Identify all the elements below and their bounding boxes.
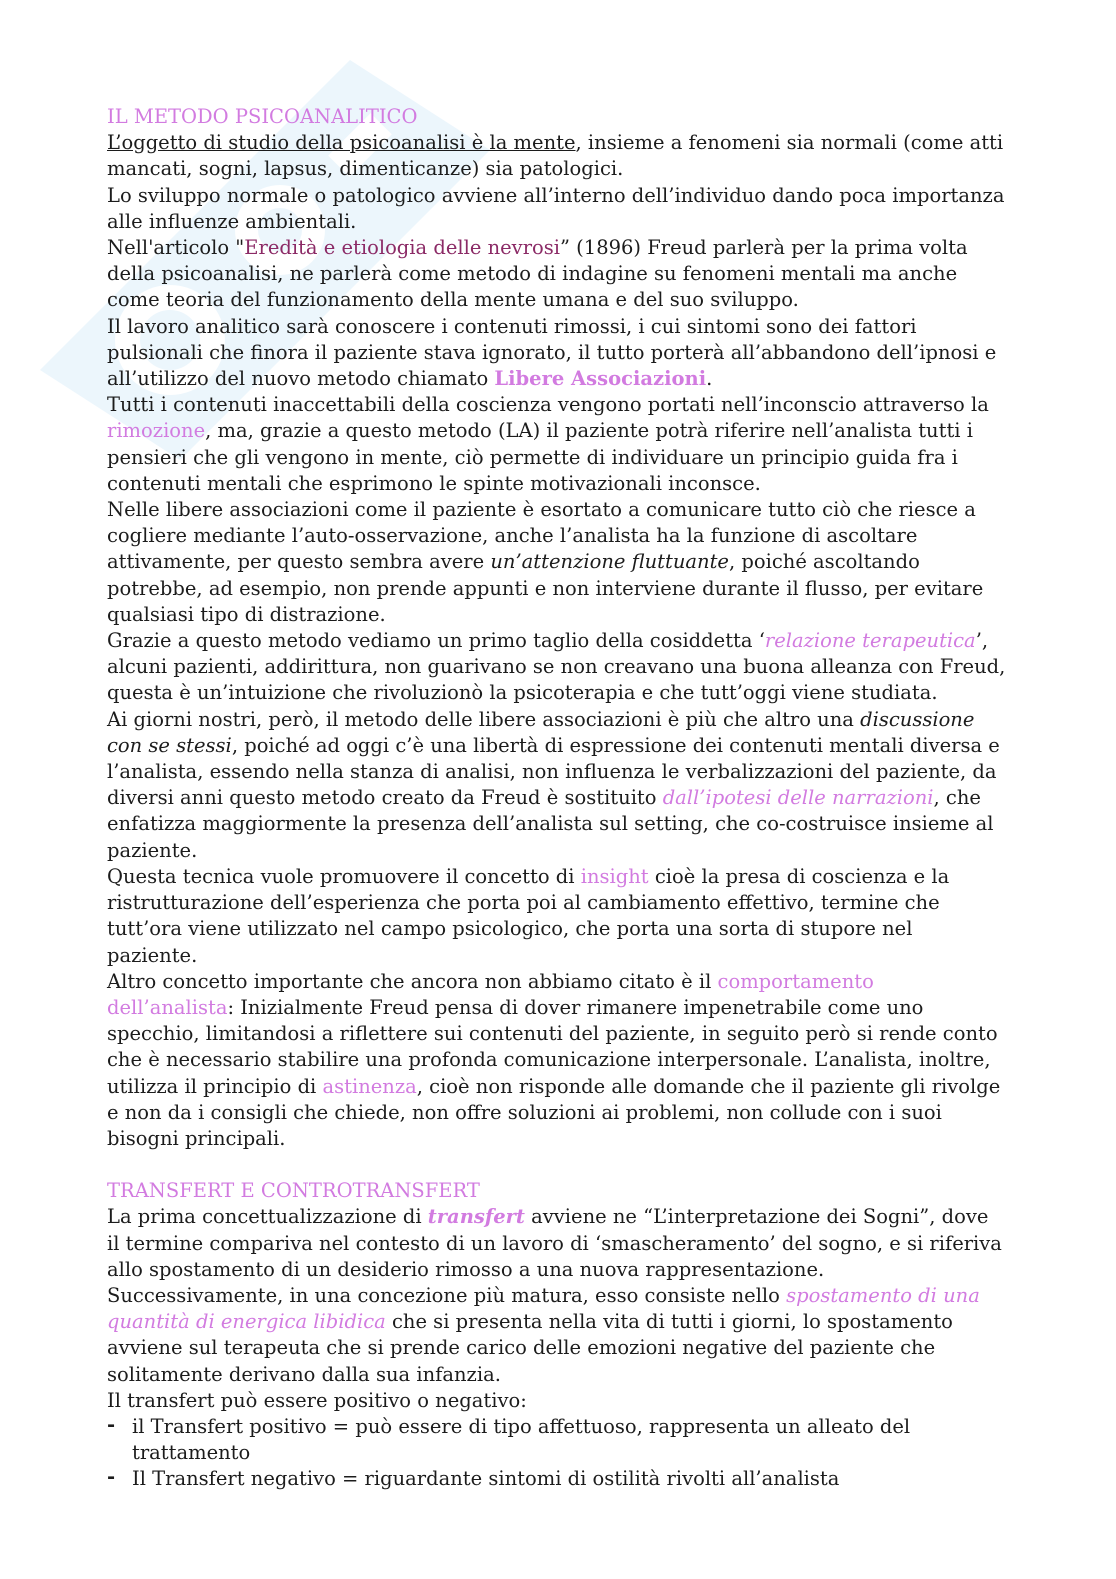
highlighted-term: relazione terapeutica	[764, 629, 976, 653]
document-page	[107, 104, 1007, 1493]
section-heading-transfert: TRANSFERT E CONTROTRANSFERT	[107, 1179, 480, 1203]
italic-term: un’attenzione fluttuante	[490, 550, 729, 574]
list-item: - il Transfert positivo = può essere di tipo affettuoso, rappresenta un alleato del trattamento	[107, 1414, 1007, 1466]
highlighted-term: dall’ipotesi delle narrazioni	[662, 786, 934, 810]
highlighted-term: spostamento di una quantità di energica libidica	[107, 1283, 980, 1334]
article-title: Eredità e etiologia delle nevrosi	[244, 236, 561, 260]
paragraph: La prima concettualizzazione di transfert avviene ne “L’interpretazione dei Sogni”, dove il termine compariva nel contesto di un lavoro di ‘smascheramento’ del sogno, e si riferiva allo spostamento di un desiderio rimosso a una nuova rappresentazione.	[107, 1205, 1002, 1281]
section-heading-metodo: IL METODO PSICOANALITICO	[107, 105, 418, 128]
paragraph: Lo sviluppo normale o patologico avviene all’interno dell’individuo dando poca importanza alle influenze ambientali.	[107, 183, 1005, 233]
section-spacer	[107, 1152, 1007, 1178]
paragraph: Il transfert può essere positivo o negativo:	[107, 1388, 527, 1412]
paragraph: Tutti i contenuti inaccettabili della coscienza vengono portati nell’inconscio attraverso la rimozione, ma, grazie a questo metodo (LA) il paziente potrà riferire nell’analista tutti i pensieri che gli vengono in mente, ciò permette di individuare un principio guida fra i contenuti mentali che esprimono le spinte motivazionali inconsce.	[107, 393, 989, 495]
highlighted-term: insight	[580, 864, 649, 888]
highlighted-term: rimozione	[107, 419, 206, 443]
paragraph: Successivamente, in una concezione più matura, esso consiste nello spostamento di una quantità di energica libidica che si presenta nella vita di tutti i giorni, lo spostamento avviene sul terapeuta che si prende carico delle emozioni negative del paziente che solitamente derivano dalla sua infanzia.	[107, 1283, 980, 1386]
paragraph: Altro concetto importante che ancora non abbiamo citato è il comportamento dell’analista: Inizialmente Freud pensa di dover rimanere impenetrabile come uno specchio, limitandosi a riflettere sui contenuti del paziente, in seguito però si rende conto che è necessario stabilire una profonda comunicazione interpersonale. L’analista, inoltre, utilizza il principio di astinenza, cioè non risponde alle domande che il paziente gli rivolge e non da i consigli che chiede, non offre soluzioni ai problemi, non collude con i suoi bisogni principali.	[107, 969, 1001, 1150]
highlighted-term: astinenza	[322, 1074, 417, 1098]
highlighted-term: comportamento dell’analista	[107, 969, 874, 1019]
paragraph: Ai giorni nostri, però, il metodo delle libere associazioni è più che altro una discussione con se stessi, poiché ad oggi c’è una libertà di espressione dei contenuti mentali diversa e l’analista, essendo nella stanza di analisi, non influenza le verbalizzazioni del paziente, da diversi anni questo metodo creato da Freud è sostituito dall’ipotesi delle narrazioni, che enfatizza maggiormente la presenza dell’analista sul setting, che co-costruisce insieme al paziente.	[107, 707, 1000, 862]
paragraph: Grazie a questo metodo vediamo un primo taglio della cosiddetta ‘relazione terapeutica’, alcuni pazienti, addirittura, non guarivano se non creavano una buona alleanza con Freud, questa è un’intuizione che rivoluzionò la psicoterapia e che tutt’oggi viene studiata.	[107, 629, 1006, 705]
italic-term: discussione con se stessi	[107, 707, 975, 757]
paragraph: Il lavoro analitico sarà conoscere i contenuti rimossi, i cui sintomi sono dei fattori pulsionali che finora il paziente stava ignorato, il tutto porterà all’abbandono dell’ipnosi e all’utilizzo del nuovo metodo chiamato Libere Associazioni.	[107, 314, 997, 391]
list-item: - Il Transfert negativo = riguardante sintomi di ostilità rivolti all’analista	[107, 1466, 1007, 1492]
highlighted-term: Libere Associazioni	[494, 367, 707, 391]
highlighted-term: transfert	[427, 1205, 525, 1229]
paragraph: L’oggetto di studio della psicoanalisi è la mente, insieme a fenomeni sia normali (come atti mancati, sogni, lapsus, dimenticanze) sia patologici.	[107, 131, 1004, 181]
underlined-text: L’oggetto di studio della psicoanalisi è la mente	[107, 131, 576, 155]
paragraph: Nelle libere associazioni come il paziente è esortato a comunicare tutto ciò che riesce a cogliere mediante l’auto-osservazione, anche l’analista ha la funzione di ascoltare attivamente, per questo sembra avere un’attenzione fluttuante, poiché ascoltando potrebbe, ad esempio, non prende appunti e non interviene durante il flusso, per evitare qualsiasi tipo di distrazione.	[107, 498, 984, 626]
paragraph: Nell'articolo "Eredità e etiologia delle nevrosi” (1896) Freud parlerà per la prima volta della psicoanalisi, ne parlerà come metodo di indagine su fenomeni mentali ma anche come teoria del funzionamento della mente umana e del suo sviluppo.	[107, 236, 968, 312]
paragraph: Questa tecnica vuole promuovere il concetto di insight cioè la presa di coscienza e la ristrutturazione dell’esperienza che porta poi al cambiamento effettivo, termine che tutt’ora viene utilizzato nel campo psicologico, che porta una sorta di stupore nel paziente.	[107, 864, 950, 967]
transfert-list	[107, 1414, 1007, 1493]
